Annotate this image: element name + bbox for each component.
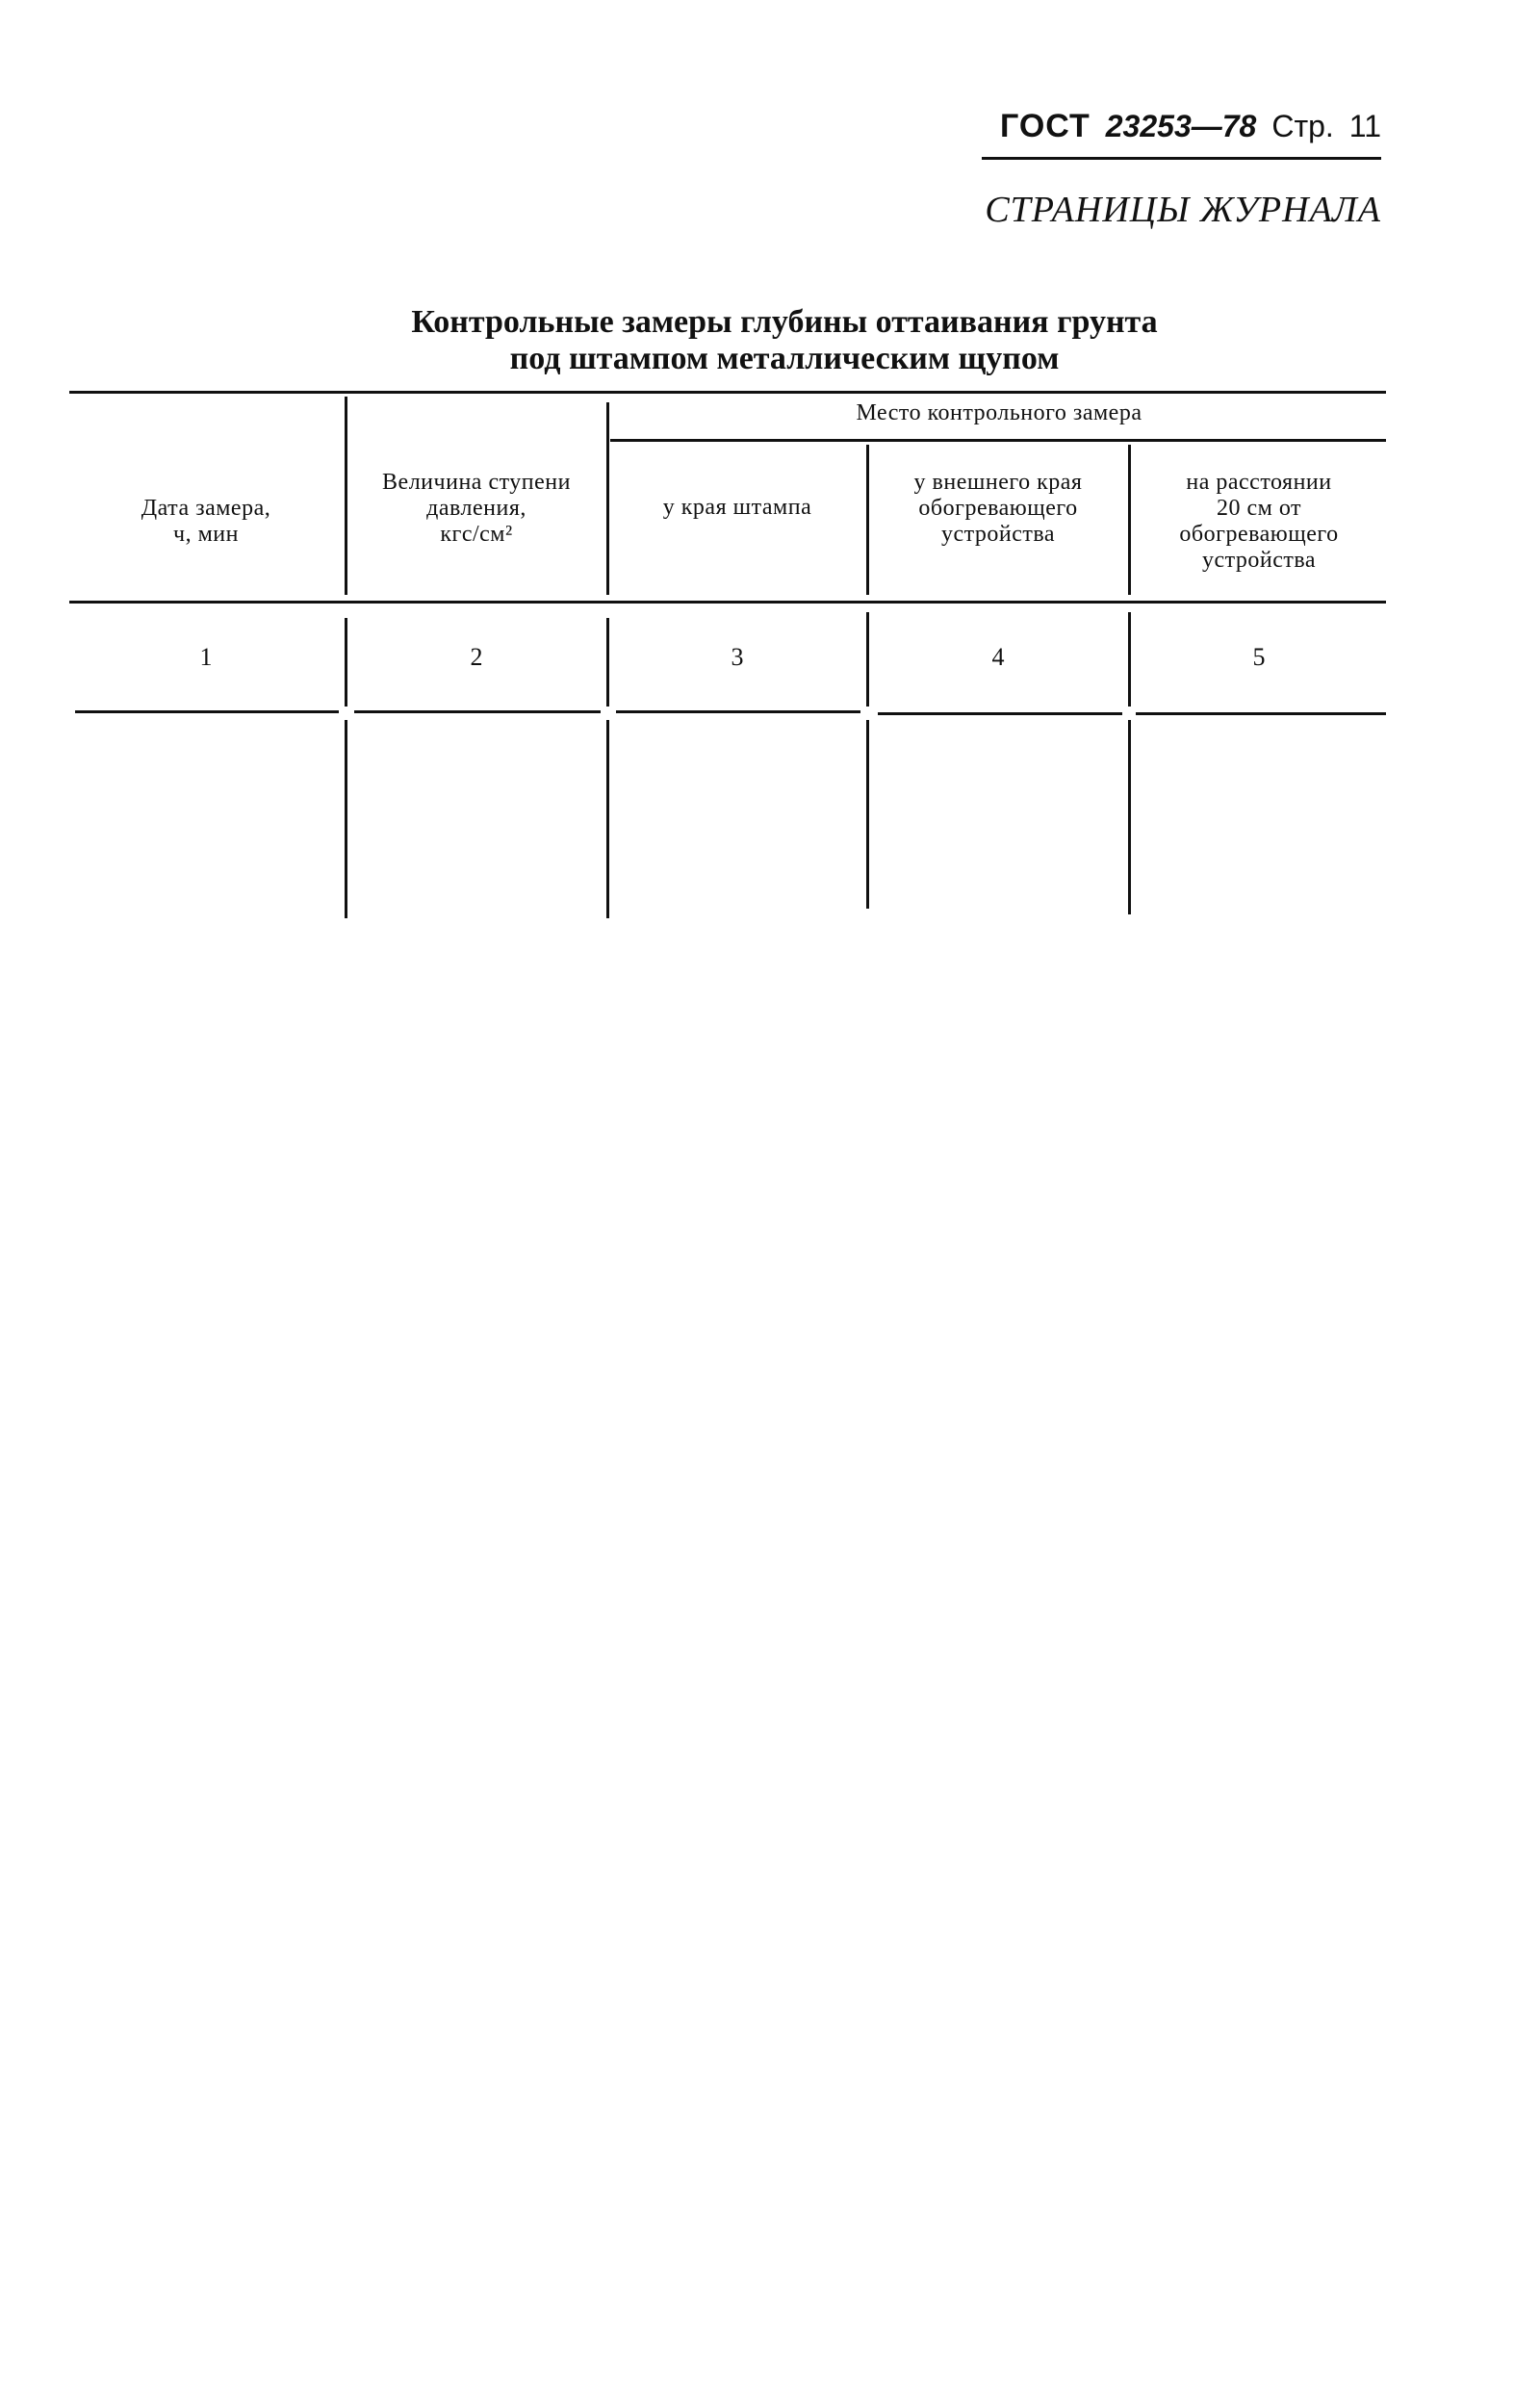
header-rule: [982, 157, 1381, 160]
column-header-pressure-line-3: кгс/см²: [440, 522, 513, 547]
column-divider-1: [345, 397, 347, 595]
column-header-heater-edge-line-1: у внешнего края: [913, 470, 1083, 495]
column-number-3: 3: [731, 643, 744, 671]
column-header-pressure-line-2: давления,: [426, 496, 526, 521]
section-title: СТРАНИЦЫ ЖУРНАЛА: [985, 190, 1381, 230]
number-row-rule-4: [878, 712, 1122, 715]
data-area-divider-2: [606, 720, 609, 918]
column-number-2: 2: [470, 643, 483, 671]
column-header-stamp-edge: [610, 495, 864, 521]
number-row-rule-5: [1136, 712, 1386, 715]
column-header-pressure-line-1: Величина ступени: [382, 470, 571, 495]
column-header-date-line-2: ч, мин: [173, 522, 239, 547]
column-header-pressure: [348, 470, 604, 548]
column-number-5: 5: [1252, 643, 1266, 671]
column-header-distance-line-1: на расстоянии: [1186, 470, 1332, 495]
data-area-divider-3: [866, 720, 869, 909]
column-header-date-line-1: Дата замера,: [141, 496, 271, 521]
number-row-divider-1: [345, 618, 347, 707]
column-header-heater-edge: [870, 470, 1126, 548]
number-row-rule-2: [354, 710, 601, 713]
column-header-date: [69, 496, 343, 548]
table-title-line-1: Контрольные замеры глубины оттаивания грунта: [411, 304, 1158, 340]
column-header-heater-edge-line-2: обогревающего: [918, 496, 1078, 521]
column-header-distance-line-3: обогревающего: [1179, 522, 1339, 547]
column-header-heater-edge-line-3: устройства: [940, 522, 1056, 547]
running-head: [1000, 108, 1381, 145]
column-number-1: 1: [199, 643, 213, 671]
group-header: Место контрольного замера: [856, 400, 1142, 425]
table-top-rule: [69, 391, 1386, 394]
number-row-divider-2: [606, 618, 609, 707]
table-title: [0, 304, 1540, 377]
column-number-4: 4: [991, 643, 1005, 671]
data-area-divider-1: [345, 720, 347, 918]
number-row-rule-3: [616, 710, 860, 713]
column-header-distance: [1132, 470, 1386, 574]
column-header-distance-line-2: 20 см от: [1216, 496, 1301, 521]
column-divider-4: [1128, 445, 1131, 595]
column-divider-3: [866, 445, 869, 595]
column-header-distance-line-4: устройства: [1201, 548, 1317, 573]
group-header-rule: [610, 439, 1386, 442]
number-row-divider-4: [1128, 612, 1131, 707]
number-row-rule-1: [75, 710, 339, 713]
table-title-line-2: под штампом металлическим щупом: [509, 341, 1060, 376]
standard-label: ГОСТ: [1000, 108, 1091, 144]
standard-number: 23253—78: [1105, 109, 1257, 143]
header-bottom-rule: [69, 601, 1386, 604]
page-label: Стр.: [1271, 109, 1334, 143]
column-header-stamp-edge-line-1: у края штампа: [662, 495, 812, 520]
data-area-divider-4: [1128, 720, 1131, 914]
number-row-divider-3: [866, 612, 869, 707]
column-divider-2: [606, 402, 609, 595]
page-number: 11: [1348, 109, 1381, 143]
